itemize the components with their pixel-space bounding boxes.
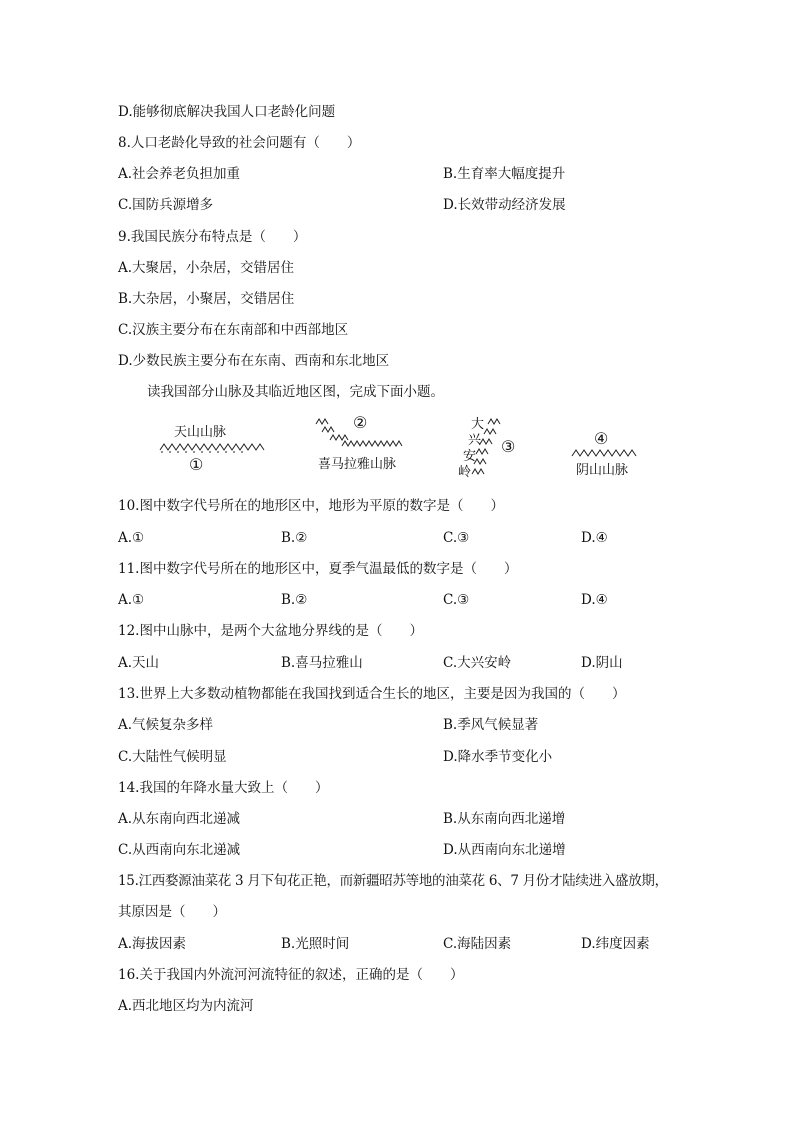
q11-stem: 11.图中数字代号所在的地形区中，夏季气温最低的数字是（ ） <box>118 561 518 577</box>
q9-option-b: B.大杂居，小聚居，交错居住 <box>118 291 295 307</box>
mountain-figure <box>0 410 794 500</box>
q13-stem: 13.世界上大多数动植物都能在我国找到适合生长的地区，主要是因为我国的（ ） <box>118 686 626 702</box>
q12-option-a: A.天山 <box>118 655 160 671</box>
q13-option-c: C.大陆性气候明显 <box>118 749 227 765</box>
q14-stem: 14.我国的年降水量大致上（ ） <box>118 780 329 796</box>
q9-option-a: A.大聚居，小杂居，交错居住 <box>118 260 295 276</box>
yinshan-mountains-icon <box>572 450 636 456</box>
q7-option-d: D.能够彻底解决我国人口老龄化问题 <box>118 104 336 120</box>
q10-option-b: B.② <box>281 530 308 546</box>
daxinganling-char-2: 兴 <box>468 433 482 448</box>
q15-option-a: A.海拔因素 <box>118 936 187 952</box>
q8-option-c: C.国防兵源增多 <box>118 197 214 213</box>
daxinganling-char-4: 岭 <box>458 465 472 480</box>
q8-option-d: D.长效带动经济发展 <box>443 197 566 213</box>
tianshan-label: 天山山脉 <box>174 425 227 440</box>
q16-stem: 16.关于我国内外流河河流特征的叙述，正确的是（ ） <box>118 967 464 983</box>
tianshan-mountains-icon <box>160 444 264 453</box>
q10-stem: 10.图中数字代号所在的地形区中，地形为平原的数字是（ ） <box>118 498 504 514</box>
q11-option-a: A.① <box>118 592 145 608</box>
q15-stem-line1: 15.江西婺源油菜花 3 月下旬花正艳，而新疆昭苏等地的油菜花 6、7 月份才陆续进入盛放期， <box>118 873 668 889</box>
q12-option-d: D.阴山 <box>581 655 623 671</box>
q11-option-c: C.③ <box>443 592 470 608</box>
q16-option-a: A.西北地区均为内流河 <box>118 998 254 1014</box>
q11-option-d: D.④ <box>581 592 608 608</box>
yinshan-number: ④ <box>594 429 609 448</box>
q14-option-b: B.从东南向西北递增 <box>443 811 566 827</box>
q11-option-b: B.② <box>281 592 308 608</box>
q8-option-b: B.生育率大幅度提升 <box>443 166 566 182</box>
q14-option-c: C.从西南向东北递减 <box>118 842 241 858</box>
q15-option-b: B.光照时间 <box>281 936 350 952</box>
q12-option-b: B.喜马拉雅山 <box>281 655 363 671</box>
q10-option-a: A.① <box>118 530 145 546</box>
q8-option-a: A.社会养老负担加重 <box>118 166 241 182</box>
figure-intro: 读我国部分山脉及其临近地区图，完成下面小题。 <box>147 384 444 400</box>
q15-option-c: C.海陆因素 <box>443 936 512 952</box>
q10-option-d: D.④ <box>581 530 608 546</box>
himalaya-label: 喜马拉雅山脉 <box>318 457 397 472</box>
yinshan-label: 阴山山脉 <box>576 463 629 478</box>
q9-stem: 9.我国民族分布特点是（ ） <box>118 229 307 245</box>
himalaya-group <box>316 413 402 472</box>
tianshan-number: ① <box>189 455 204 474</box>
q10-option-c: C.③ <box>443 530 470 546</box>
q15-stem-line2: 其原因是（ ） <box>118 904 226 920</box>
q12-option-c: C.大兴安岭 <box>443 655 512 671</box>
q12-stem: 12.图中山脉中，是两个大盆地分界线的是（ ） <box>118 623 423 639</box>
daxinganling-char-1: 大 <box>471 417 485 432</box>
q13-option-b: B.季风气候显著 <box>443 717 539 733</box>
yinshan-group <box>572 429 636 478</box>
q14-option-a: A.从东南向西北递减 <box>118 811 241 827</box>
himalaya-number: ② <box>353 413 368 432</box>
q13-option-a: A.气候复杂多样 <box>118 717 214 733</box>
daxinganling-char-3: 安 <box>463 449 477 464</box>
q15-option-d: D.纬度因素 <box>581 936 650 952</box>
q9-option-c: C.汉族主要分布在东南部和中西部地区 <box>118 322 349 338</box>
q13-option-d: D.降水季节变化小 <box>443 749 553 765</box>
q9-option-d: D.少数民族主要分布在东南、西南和东北地区 <box>118 353 390 369</box>
q14-option-d: D.从西南向东北递增 <box>443 842 566 858</box>
tianshan-group <box>160 425 264 474</box>
q8-stem: 8.人口老龄化导致的社会问题有（ ） <box>118 135 361 151</box>
daxinganling-group <box>0 410 515 480</box>
daxinganling-number: ③ <box>501 437 516 456</box>
